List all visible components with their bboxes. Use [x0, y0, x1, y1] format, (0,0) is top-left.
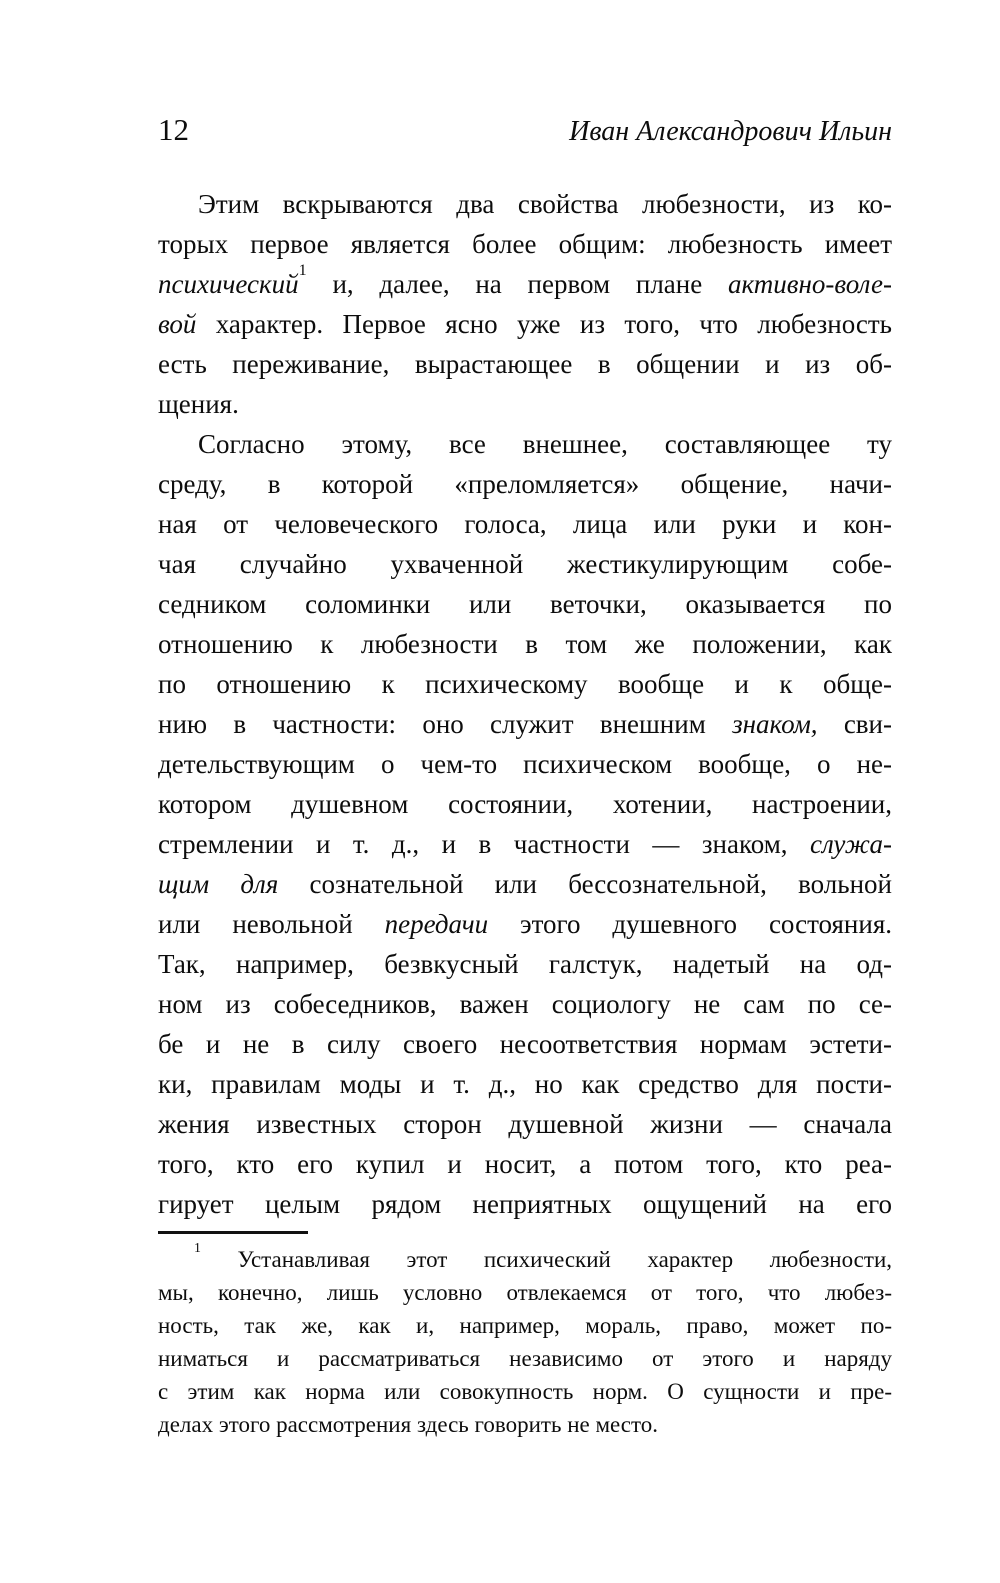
text-segment: с этим как норма или совокупность норм. О сущности и пре-	[158, 1379, 892, 1404]
text-line	[158, 464, 892, 504]
text-segment: седником соломинки или веточки, оказывается по	[158, 589, 892, 619]
text-segment: гирует целым рядом неприятных ощущений на его	[158, 1189, 892, 1219]
text-segment: этого душевного состояния.	[488, 909, 893, 939]
text-segment: или невольной	[158, 909, 385, 939]
text-segment: служа-	[810, 829, 892, 859]
footnote-text	[158, 1239, 892, 1441]
text-line	[158, 504, 892, 544]
text-segment: характер. Первое ясно уже из того, что любезность	[196, 309, 892, 339]
text-line	[158, 1104, 892, 1144]
text-segment: щим для	[158, 869, 279, 899]
text-line	[158, 1375, 892, 1408]
text-line	[158, 624, 892, 664]
text-segment: ная от человеческого голоса, лица или руки и кон-	[158, 509, 892, 539]
text-segment: активно-воле-	[728, 269, 892, 299]
text-segment: есть переживание, вырастающее в общении и из об-	[158, 349, 892, 379]
text-segment: мы, конечно, лишь условно отвлекаемся от того, что любез-	[158, 1280, 892, 1305]
text-segment: щения.	[158, 389, 239, 419]
text-line	[158, 1064, 892, 1104]
text-line	[158, 784, 892, 824]
text-segment: нию в частности: оно служит внешним	[158, 709, 733, 739]
text-line	[158, 904, 892, 944]
text-segment: того, кто его купил и носит, а потом того, кто реа-	[158, 1149, 892, 1179]
text-segment: чая случайно ухваченной жестикулирующим собе-	[158, 549, 892, 579]
text-line	[158, 864, 892, 904]
text-line	[158, 1342, 892, 1375]
text-line	[158, 544, 892, 584]
text-segment: торых первое является более общим: любезность имеет	[158, 229, 892, 259]
text-segment: Этим вскрываются два свойства любезности, из ко-	[198, 189, 892, 219]
text-line	[158, 1309, 892, 1342]
text-segment: Так, например, безвкусный галстук, надетый на од-	[158, 949, 892, 979]
text-segment: и, далее, на первом плане	[306, 269, 728, 299]
text-segment: знаком,	[732, 709, 818, 739]
text-segment: психический	[158, 269, 299, 299]
text-line	[158, 1184, 892, 1224]
text-segment: Устанавливая этот психический характер любезности,	[200, 1247, 892, 1272]
text-line	[158, 1239, 892, 1276]
text-line	[158, 1276, 892, 1309]
text-line	[158, 1408, 892, 1441]
text-line	[158, 744, 892, 784]
text-line	[158, 664, 892, 704]
text-line	[158, 304, 892, 344]
running-head-author: Иван Александрович Ильин	[569, 116, 892, 147]
text-line	[158, 824, 892, 864]
text-line	[158, 1144, 892, 1184]
text-line	[158, 384, 892, 424]
text-segment: отношению к любезности в том же положении, как	[158, 629, 892, 659]
text-line	[158, 261, 892, 304]
page-number: 12	[158, 112, 189, 147]
footnote-marker: 1	[298, 261, 307, 280]
text-line	[158, 944, 892, 984]
body-text	[158, 184, 892, 1224]
text-segment: сознательной или бессознательной, вольной	[278, 869, 892, 899]
text-line	[158, 984, 892, 1024]
text-segment: Согласно этому, все внешнее, составляющее ту	[198, 429, 892, 459]
text-segment: среду, в которой «преломляется» общение, начи-	[158, 469, 892, 499]
text-segment: ниматься и рассматриваться независимо от этого и наряду	[158, 1346, 892, 1371]
text-line	[158, 584, 892, 624]
text-segment: детельствующим о чем-то психическом вообще, о не-	[158, 749, 892, 779]
text-segment: сви-	[817, 709, 892, 739]
text-segment: котором душевном состоянии, хотении, настроении,	[158, 789, 892, 819]
text-line	[158, 184, 892, 224]
text-line	[158, 1024, 892, 1064]
text-segment: ки, правилам моды и т. д., но как средство для пости-	[158, 1069, 892, 1099]
text-segment: по отношению к психическому вообще и к обще-	[158, 669, 892, 699]
text-segment: бе и не в силу своего несоответствия нормам эстети-	[158, 1029, 892, 1059]
text-segment: делах этого рассмотрения здесь говорить не место.	[158, 1412, 659, 1437]
page-header	[158, 112, 892, 150]
text-segment: ность, так же, как и, например, мораль, право, может по-	[158, 1313, 892, 1338]
text-segment: вой	[158, 309, 197, 339]
text-segment: ном из собеседников, важен социологу не сам по се-	[158, 989, 892, 1019]
text-segment: жения известных сторон душевной жизни — сначала	[158, 1109, 892, 1139]
text-line	[158, 344, 892, 384]
footnote-rule	[158, 1231, 308, 1234]
footnote-marker: 1	[194, 1239, 201, 1255]
text-line	[158, 424, 892, 464]
text-segment: стремлении и т. д., и в частности — знаком,	[158, 829, 811, 859]
text-line	[158, 224, 892, 264]
text-segment: передачи	[384, 909, 489, 939]
text-line	[158, 704, 892, 744]
